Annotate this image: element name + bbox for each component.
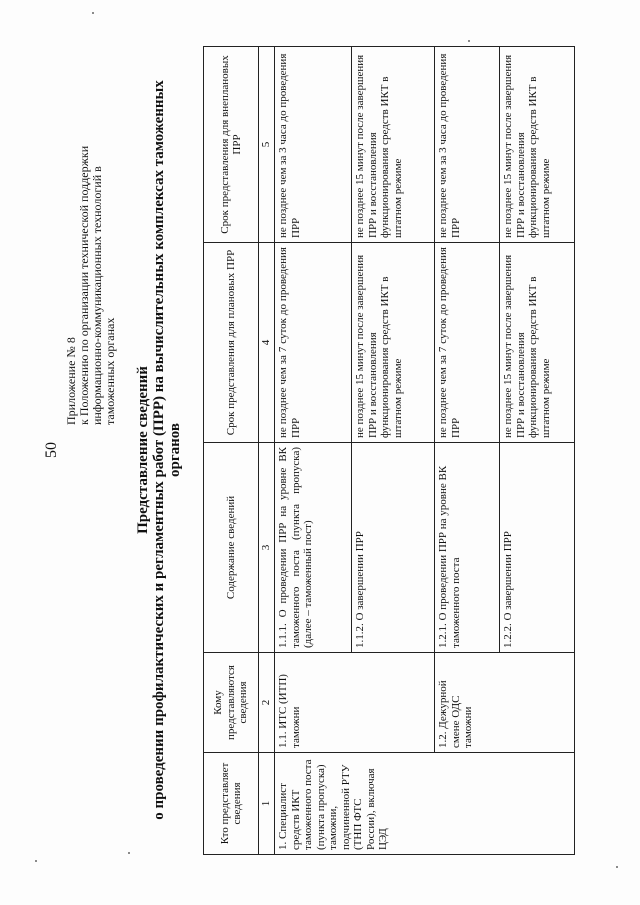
- planned-deadline-cell: не позднее чем за 7 суток до проведения ПРР: [435, 243, 500, 443]
- scan-speck: [92, 12, 94, 14]
- appendix-line: информационно-коммуникационных технологий в: [90, 166, 104, 425]
- appendix-line: таможенных органах: [103, 317, 117, 425]
- header-row: [204, 47, 259, 855]
- header-cell: Срок представления для плановых ПРР: [204, 243, 259, 443]
- appendix-note: [65, 95, 117, 425]
- column-number: 3: [259, 443, 275, 653]
- column-number-row: [259, 47, 275, 855]
- unplanned-deadline-cell: не позднее 15 минут после завершения ПРР и восстановления функционирования средств ИКТ в штатном режиме: [500, 47, 575, 243]
- recipient-cell: 1.1. ИТС (ИТП) таможни: [275, 653, 435, 753]
- planned-deadline-cell: не позднее чем за 7 суток до проведения ПРР: [275, 243, 352, 443]
- scan-speck: [35, 860, 37, 862]
- column-number: 4: [259, 243, 275, 443]
- content-cell: 1.1.2. О завершении ПРР: [352, 443, 435, 653]
- planned-deadline-cell: не позднее 15 минут после завершения ПРР и восстановления функционирования средств ИКТ в штатном режиме: [352, 243, 435, 443]
- unplanned-deadline-cell: не позднее чем за 3 часа до проведения ПРР: [435, 47, 500, 243]
- header-cell: Кто представляет сведения: [204, 753, 259, 855]
- header-cell: Содержание сведений: [204, 443, 259, 653]
- unplanned-deadline-cell: не позднее чем за 3 часа до проведения ПРР: [275, 47, 352, 243]
- scan-speck: [616, 866, 618, 868]
- document-title: [135, 55, 183, 845]
- content-cell: 1.2.2. О завершении ПРР: [500, 443, 575, 653]
- table-row: [275, 47, 352, 855]
- header-cell: Кому представляются сведения: [204, 653, 259, 753]
- table-row: [435, 47, 500, 855]
- page-number: 50: [43, 442, 60, 458]
- title-line: о проведении профилактических и регламентных работ (ПРР) на вычислительных комплексах таможенных: [151, 80, 167, 820]
- content-cell: 1.1.1. О проведении ПРР на уровне ВК таможенного поста (пункта пропуска) (далее – таможенный пост): [275, 443, 352, 653]
- appendix-line: Приложение № 8: [64, 337, 78, 425]
- title-line: органов: [167, 422, 183, 478]
- scan-speck: [128, 852, 130, 854]
- content-cell: 1.2.1. О проведении ПРР на уровне ВК таможенного поста: [435, 443, 500, 653]
- column-number: 1: [259, 753, 275, 855]
- title-line: Представление сведений: [135, 366, 151, 534]
- rotated-content: [35, 35, 605, 865]
- column-number: 5: [259, 47, 275, 243]
- appendix-line: к Положению по организации технической поддержки: [77, 145, 91, 425]
- unplanned-deadline-cell: не позднее 15 минут после завершения ПРР и восстановления функционирования средств ИКТ в штатном режиме: [352, 47, 435, 243]
- header-cell: Срок представления для внеплановых ПРР: [204, 47, 259, 243]
- column-number: 2: [259, 653, 275, 753]
- scan-speck: [468, 40, 470, 42]
- recipient-cell: 1.2. Дежурной смене ОДС таможни: [435, 653, 575, 753]
- who-cell: 1. Специалист средств ИКТ таможенного поста (пункта пропуска) таможни, подчиненной РТУ (ТНП ФТС России), включая ЦЭД: [275, 753, 575, 855]
- planned-deadline-cell: не позднее 15 минут после завершения ПРР и восстановления функционирования средств ИКТ в штатном режиме: [500, 243, 575, 443]
- schedule-table: [203, 46, 575, 855]
